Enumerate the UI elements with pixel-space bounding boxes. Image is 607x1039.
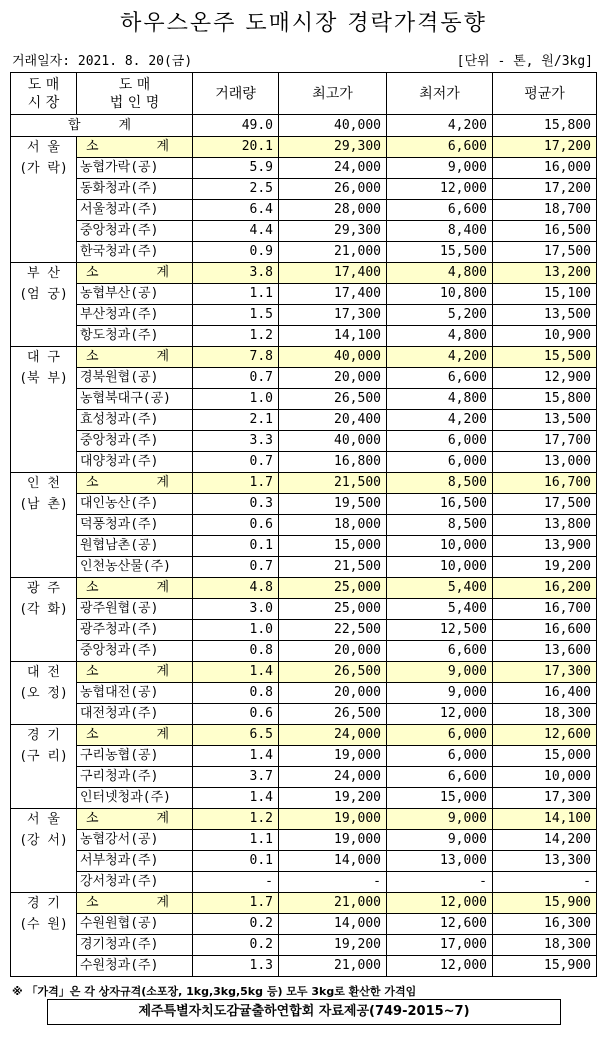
subtotal-min: 4,200 bbox=[387, 347, 493, 368]
subtotal-label: 소 계 bbox=[77, 137, 193, 158]
subtotal-volume: 1.2 bbox=[193, 809, 279, 830]
corp-avg: 13,500 bbox=[493, 410, 597, 431]
corp-max: 20,000 bbox=[279, 641, 387, 662]
market-subtotal-row bbox=[11, 578, 597, 599]
corp-min: 10,000 bbox=[387, 536, 493, 557]
total-label: 합 계 bbox=[11, 115, 193, 137]
market-name bbox=[11, 809, 77, 893]
market-name-top: 광 주 bbox=[27, 581, 60, 596]
corp-name: 서부청과(주) bbox=[77, 851, 193, 872]
market-name bbox=[11, 662, 77, 725]
corp-avg: 18,300 bbox=[493, 704, 597, 725]
corp-min: 6,000 bbox=[387, 431, 493, 452]
corp-row bbox=[11, 368, 597, 389]
corp-max: 18,000 bbox=[279, 515, 387, 536]
corp-avg: 16,600 bbox=[493, 620, 597, 641]
header-row bbox=[11, 73, 597, 115]
market-name-bottom: (구 리) bbox=[19, 749, 68, 764]
market-subtotal-row bbox=[11, 893, 597, 914]
corp-avg: 10,900 bbox=[493, 326, 597, 347]
market-name bbox=[11, 578, 77, 662]
corp-min: 13,000 bbox=[387, 851, 493, 872]
corp-volume: 0.6 bbox=[193, 515, 279, 536]
corp-min: 15,000 bbox=[387, 788, 493, 809]
corp-avg: - bbox=[493, 872, 597, 893]
corp-volume: 1.0 bbox=[193, 620, 279, 641]
corp-volume: 1.1 bbox=[193, 830, 279, 851]
corp-volume: 1.1 bbox=[193, 284, 279, 305]
corp-max: 16,800 bbox=[279, 452, 387, 473]
corp-max: 25,000 bbox=[279, 599, 387, 620]
corp-volume: 0.7 bbox=[193, 452, 279, 473]
market-name bbox=[11, 893, 77, 977]
corp-avg: 16,500 bbox=[493, 221, 597, 242]
corp-avg: 16,700 bbox=[493, 599, 597, 620]
market-subtotal-row bbox=[11, 263, 597, 284]
corp-row bbox=[11, 221, 597, 242]
subtotal-max: 21,500 bbox=[279, 473, 387, 494]
trade-date: 거래일자: 2021. 8. 20(금) bbox=[12, 54, 193, 69]
corp-avg: 17,300 bbox=[493, 788, 597, 809]
corp-volume: 0.8 bbox=[193, 641, 279, 662]
corp-name: 원협남촌(공) bbox=[77, 536, 193, 557]
corp-min: 8,400 bbox=[387, 221, 493, 242]
corp-volume: 0.6 bbox=[193, 704, 279, 725]
header-min: 최저가 bbox=[387, 73, 493, 115]
corp-volume: 0.1 bbox=[193, 536, 279, 557]
market-name bbox=[11, 473, 77, 578]
corp-row bbox=[11, 767, 597, 788]
corp-min: 5,200 bbox=[387, 305, 493, 326]
corp-name: 인터넷청과(주) bbox=[77, 788, 193, 809]
corp-volume: 3.3 bbox=[193, 431, 279, 452]
corp-avg: 16,400 bbox=[493, 683, 597, 704]
subtotal-volume: 1.7 bbox=[193, 893, 279, 914]
subtotal-label: 소 계 bbox=[77, 893, 193, 914]
corp-min: 8,500 bbox=[387, 515, 493, 536]
market-subtotal-row bbox=[11, 809, 597, 830]
corp-max: - bbox=[279, 872, 387, 893]
corp-max: 19,200 bbox=[279, 935, 387, 956]
subtotal-avg: 17,300 bbox=[493, 662, 597, 683]
corp-name: 대양청과(주) bbox=[77, 452, 193, 473]
corp-min: 9,000 bbox=[387, 830, 493, 851]
subtotal-min: 9,000 bbox=[387, 809, 493, 830]
corp-row bbox=[11, 704, 597, 725]
corp-max: 20,400 bbox=[279, 410, 387, 431]
corp-avg: 13,800 bbox=[493, 515, 597, 536]
market-name-bottom: (강 서) bbox=[19, 833, 68, 848]
corp-name: 농협북대구(공) bbox=[77, 389, 193, 410]
market-name-bottom: (가 락) bbox=[19, 161, 68, 176]
market-subtotal-row bbox=[11, 725, 597, 746]
corp-avg: 13,600 bbox=[493, 641, 597, 662]
subtotal-avg: 15,900 bbox=[493, 893, 597, 914]
subtotal-avg: 13,200 bbox=[493, 263, 597, 284]
corp-avg: 10,000 bbox=[493, 767, 597, 788]
corp-avg: 13,000 bbox=[493, 452, 597, 473]
corp-avg: 13,500 bbox=[493, 305, 597, 326]
corp-avg: 17,500 bbox=[493, 242, 597, 263]
market-name-bottom: (각 화) bbox=[19, 602, 68, 617]
corp-volume: 0.2 bbox=[193, 914, 279, 935]
corp-max: 20,000 bbox=[279, 683, 387, 704]
market-name bbox=[11, 347, 77, 473]
corp-max: 21,000 bbox=[279, 242, 387, 263]
market-subtotal-row bbox=[11, 137, 597, 158]
corp-avg: 13,900 bbox=[493, 536, 597, 557]
market-name bbox=[11, 263, 77, 347]
corp-name: 수원청과(주) bbox=[77, 956, 193, 977]
corp-max: 19,200 bbox=[279, 788, 387, 809]
market-name-top: 경 기 bbox=[27, 728, 60, 743]
subtotal-max: 17,400 bbox=[279, 263, 387, 284]
corp-volume: 2.1 bbox=[193, 410, 279, 431]
corp-row bbox=[11, 305, 597, 326]
corp-name: 수원원협(공) bbox=[77, 914, 193, 935]
corp-row bbox=[11, 389, 597, 410]
corp-avg: 17,700 bbox=[493, 431, 597, 452]
corp-max: 24,000 bbox=[279, 767, 387, 788]
corp-volume: 0.8 bbox=[193, 683, 279, 704]
corp-name: 서울청과(주) bbox=[77, 200, 193, 221]
corp-volume: 0.2 bbox=[193, 935, 279, 956]
market-name-bottom: (수 원) bbox=[19, 917, 68, 932]
subtotal-avg: 16,700 bbox=[493, 473, 597, 494]
corp-min: 12,600 bbox=[387, 914, 493, 935]
corp-min: 6,600 bbox=[387, 368, 493, 389]
subtotal-volume: 7.8 bbox=[193, 347, 279, 368]
corp-volume: 1.5 bbox=[193, 305, 279, 326]
corp-row bbox=[11, 746, 597, 767]
corp-row bbox=[11, 872, 597, 893]
corp-name: 동화청과(주) bbox=[77, 179, 193, 200]
corp-max: 26,500 bbox=[279, 389, 387, 410]
corp-row bbox=[11, 683, 597, 704]
header-max: 최고가 bbox=[279, 73, 387, 115]
corp-avg: 18,300 bbox=[493, 935, 597, 956]
corp-volume: 0.7 bbox=[193, 557, 279, 578]
subtotal-min: 6,600 bbox=[387, 137, 493, 158]
corp-name: 구리청과(주) bbox=[77, 767, 193, 788]
corp-max: 22,500 bbox=[279, 620, 387, 641]
corp-avg: 17,500 bbox=[493, 494, 597, 515]
corp-max: 28,000 bbox=[279, 200, 387, 221]
header-avg: 평균가 bbox=[493, 73, 597, 115]
corp-min: 12,000 bbox=[387, 704, 493, 725]
corp-name: 효성청과(주) bbox=[77, 410, 193, 431]
subtotal-max: 25,000 bbox=[279, 578, 387, 599]
corp-max: 20,000 bbox=[279, 368, 387, 389]
corp-min: 12,000 bbox=[387, 956, 493, 977]
corp-min: 15,500 bbox=[387, 242, 493, 263]
corp-row bbox=[11, 830, 597, 851]
corp-row bbox=[11, 536, 597, 557]
corp-row bbox=[11, 431, 597, 452]
corp-max: 21,500 bbox=[279, 557, 387, 578]
header-market: 도 매 시 장 bbox=[11, 73, 77, 115]
subtotal-label: 소 계 bbox=[77, 725, 193, 746]
corp-avg: 12,900 bbox=[493, 368, 597, 389]
corp-volume: 1.4 bbox=[193, 746, 279, 767]
corp-name: 한국청과(주) bbox=[77, 242, 193, 263]
page-title: 하우스온주 도매시장 경락가격동향 bbox=[120, 11, 487, 36]
corp-name: 덕풍청과(주) bbox=[77, 515, 193, 536]
subtotal-label: 소 계 bbox=[77, 263, 193, 284]
subtotal-label: 소 계 bbox=[77, 809, 193, 830]
corp-max: 24,000 bbox=[279, 158, 387, 179]
corp-volume: 0.7 bbox=[193, 368, 279, 389]
corp-max: 19,000 bbox=[279, 830, 387, 851]
corp-name: 경북원협(공) bbox=[77, 368, 193, 389]
corp-volume: 0.3 bbox=[193, 494, 279, 515]
unit-label: [단위 - 톤, 원/3kg] bbox=[456, 54, 593, 69]
market-name-top: 서 울 bbox=[27, 140, 60, 155]
subtotal-volume: 6.5 bbox=[193, 725, 279, 746]
market-subtotal-row bbox=[11, 473, 597, 494]
corp-row bbox=[11, 515, 597, 536]
corp-volume: 1.4 bbox=[193, 788, 279, 809]
total-volume: 49.0 bbox=[193, 115, 279, 137]
corp-avg: 14,200 bbox=[493, 830, 597, 851]
corp-volume: 0.1 bbox=[193, 851, 279, 872]
corp-name: 농협강서(공) bbox=[77, 830, 193, 851]
corp-name: 부산청과(주) bbox=[77, 305, 193, 326]
corp-row bbox=[11, 158, 597, 179]
corp-min: 4,800 bbox=[387, 389, 493, 410]
subtotal-label: 소 계 bbox=[77, 662, 193, 683]
subtotal-avg: 16,200 bbox=[493, 578, 597, 599]
corp-name: 중앙청과(주) bbox=[77, 431, 193, 452]
corp-volume: 1.0 bbox=[193, 389, 279, 410]
market-name-top: 부 산 bbox=[27, 266, 60, 281]
corp-min: 9,000 bbox=[387, 683, 493, 704]
subtotal-label: 소 계 bbox=[77, 473, 193, 494]
corp-row bbox=[11, 284, 597, 305]
total-row bbox=[11, 115, 597, 137]
corp-name: 중앙청과(주) bbox=[77, 641, 193, 662]
subtotal-volume: 1.4 bbox=[193, 662, 279, 683]
header-volume: 거래량 bbox=[193, 73, 279, 115]
subtotal-volume: 4.8 bbox=[193, 578, 279, 599]
corp-row bbox=[11, 452, 597, 473]
corp-avg: 19,200 bbox=[493, 557, 597, 578]
subtotal-min: 6,000 bbox=[387, 725, 493, 746]
corp-max: 26,500 bbox=[279, 704, 387, 725]
market-name-bottom: (남 촌) bbox=[19, 497, 68, 512]
corp-volume: 1.2 bbox=[193, 326, 279, 347]
corp-min: 4,200 bbox=[387, 410, 493, 431]
corp-max: 19,500 bbox=[279, 494, 387, 515]
corp-avg: 16,300 bbox=[493, 914, 597, 935]
corp-row bbox=[11, 914, 597, 935]
corp-min: 9,000 bbox=[387, 158, 493, 179]
corp-min: 6,600 bbox=[387, 200, 493, 221]
market-name-bottom: (북 부) bbox=[19, 371, 68, 386]
corp-avg: 16,000 bbox=[493, 158, 597, 179]
total-max: 40,000 bbox=[279, 115, 387, 137]
corp-max: 17,300 bbox=[279, 305, 387, 326]
corp-avg: 15,900 bbox=[493, 956, 597, 977]
corp-max: 21,000 bbox=[279, 956, 387, 977]
corp-volume: 4.4 bbox=[193, 221, 279, 242]
total-min: 4,200 bbox=[387, 115, 493, 137]
subtotal-volume: 3.8 bbox=[193, 263, 279, 284]
corp-min: 6,000 bbox=[387, 452, 493, 473]
corp-min: 6,600 bbox=[387, 641, 493, 662]
corp-volume: 0.9 bbox=[193, 242, 279, 263]
subtotal-max: 29,300 bbox=[279, 137, 387, 158]
corp-volume: 2.5 bbox=[193, 179, 279, 200]
subtotal-max: 21,000 bbox=[279, 893, 387, 914]
market-name-top: 대 구 bbox=[27, 350, 60, 365]
price-table bbox=[10, 72, 597, 977]
corp-max: 17,400 bbox=[279, 284, 387, 305]
subtotal-avg: 14,100 bbox=[493, 809, 597, 830]
corp-row bbox=[11, 410, 597, 431]
subtotal-min: 5,400 bbox=[387, 578, 493, 599]
corp-min: 6,600 bbox=[387, 767, 493, 788]
corp-min: - bbox=[387, 872, 493, 893]
corp-row bbox=[11, 620, 597, 641]
subtotal-volume: 1.7 bbox=[193, 473, 279, 494]
subtotal-max: 40,000 bbox=[279, 347, 387, 368]
subtotal-avg: 12,600 bbox=[493, 725, 597, 746]
market-subtotal-row bbox=[11, 662, 597, 683]
corp-name: 대전청과(주) bbox=[77, 704, 193, 725]
subtotal-label: 소 계 bbox=[77, 578, 193, 599]
market-name-bottom: (엄 궁) bbox=[19, 287, 68, 302]
corp-name: 대인농산(주) bbox=[77, 494, 193, 515]
subtotal-avg: 15,500 bbox=[493, 347, 597, 368]
corp-row bbox=[11, 200, 597, 221]
corp-row bbox=[11, 557, 597, 578]
corp-min: 16,500 bbox=[387, 494, 493, 515]
corp-volume: 5.9 bbox=[193, 158, 279, 179]
corp-max: 15,000 bbox=[279, 536, 387, 557]
source-box: 제주특별자치도감귤출하연합회 자료제공(749-2015~7) bbox=[47, 999, 561, 1025]
corp-row bbox=[11, 179, 597, 200]
subtotal-max: 19,000 bbox=[279, 809, 387, 830]
corp-max: 26,000 bbox=[279, 179, 387, 200]
corp-name: 농협가락(공) bbox=[77, 158, 193, 179]
header-corp: 도 매 법 인 명 bbox=[77, 73, 193, 115]
market-name-top: 경 기 bbox=[27, 896, 60, 911]
subtotal-max: 26,500 bbox=[279, 662, 387, 683]
corp-max: 40,000 bbox=[279, 431, 387, 452]
subtotal-min: 12,000 bbox=[387, 893, 493, 914]
corp-volume: 1.3 bbox=[193, 956, 279, 977]
corp-volume: 3.7 bbox=[193, 767, 279, 788]
subtotal-volume: 20.1 bbox=[193, 137, 279, 158]
corp-min: 5,400 bbox=[387, 599, 493, 620]
corp-avg: 15,000 bbox=[493, 746, 597, 767]
corp-name: 구리농협(공) bbox=[77, 746, 193, 767]
corp-name: 농협대전(공) bbox=[77, 683, 193, 704]
corp-row bbox=[11, 326, 597, 347]
subtotal-max: 24,000 bbox=[279, 725, 387, 746]
corp-name: 항도청과(주) bbox=[77, 326, 193, 347]
corp-min: 6,000 bbox=[387, 746, 493, 767]
corp-min: 10,000 bbox=[387, 557, 493, 578]
corp-max: 14,100 bbox=[279, 326, 387, 347]
corp-row bbox=[11, 956, 597, 977]
corp-avg: 18,700 bbox=[493, 200, 597, 221]
corp-min: 4,800 bbox=[387, 326, 493, 347]
corp-volume: - bbox=[193, 872, 279, 893]
corp-row bbox=[11, 935, 597, 956]
total-avg: 15,800 bbox=[493, 115, 597, 137]
corp-row bbox=[11, 641, 597, 662]
corp-volume: 3.0 bbox=[193, 599, 279, 620]
corp-max: 29,300 bbox=[279, 221, 387, 242]
corp-row bbox=[11, 494, 597, 515]
corp-name: 광주청과(주) bbox=[77, 620, 193, 641]
subtotal-min: 9,000 bbox=[387, 662, 493, 683]
corp-name: 중앙청과(주) bbox=[77, 221, 193, 242]
corp-name: 인천농산물(주) bbox=[77, 557, 193, 578]
market-name-bottom: (오 정) bbox=[19, 686, 68, 701]
corp-max: 14,000 bbox=[279, 914, 387, 935]
corp-avg: 15,100 bbox=[493, 284, 597, 305]
price-note: ※ 「가격」은 각 상자규격(소포장, 1kg,3kg,5kg 등) 모두 3kg로 환산한 가격임 bbox=[12, 985, 417, 998]
market-name bbox=[11, 137, 77, 263]
corp-avg: 13,300 bbox=[493, 851, 597, 872]
subtotal-avg: 17,200 bbox=[493, 137, 597, 158]
market-name-top: 대 전 bbox=[27, 665, 60, 680]
corp-row bbox=[11, 242, 597, 263]
market-name-top: 서 울 bbox=[27, 812, 60, 827]
subtotal-label: 소 계 bbox=[77, 347, 193, 368]
corp-max: 14,000 bbox=[279, 851, 387, 872]
market-name-top: 인 천 bbox=[27, 476, 60, 491]
corp-min: 12,000 bbox=[387, 179, 493, 200]
corp-row bbox=[11, 851, 597, 872]
corp-name: 경기청과(주) bbox=[77, 935, 193, 956]
corp-volume: 6.4 bbox=[193, 200, 279, 221]
corp-min: 10,800 bbox=[387, 284, 493, 305]
corp-name: 강서청과(주) bbox=[77, 872, 193, 893]
corp-avg: 17,200 bbox=[493, 179, 597, 200]
corp-max: 19,000 bbox=[279, 746, 387, 767]
corp-avg: 15,800 bbox=[493, 389, 597, 410]
corp-name: 농협부산(공) bbox=[77, 284, 193, 305]
corp-name: 광주원협(공) bbox=[77, 599, 193, 620]
market-subtotal-row bbox=[11, 347, 597, 368]
corp-row bbox=[11, 788, 597, 809]
subtotal-min: 8,500 bbox=[387, 473, 493, 494]
market-name bbox=[11, 725, 77, 809]
corp-row bbox=[11, 599, 597, 620]
corp-min: 17,000 bbox=[387, 935, 493, 956]
subtotal-min: 4,800 bbox=[387, 263, 493, 284]
corp-min: 12,500 bbox=[387, 620, 493, 641]
